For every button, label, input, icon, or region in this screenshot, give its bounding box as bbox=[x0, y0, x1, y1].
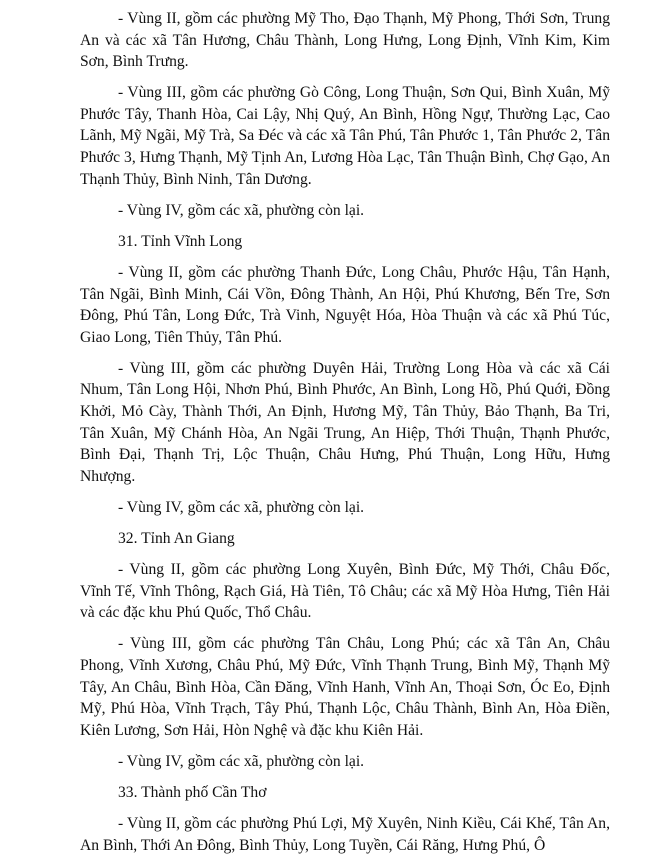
paragraph-region-ii: - Vùng II, gồm các phường Phú Lợi, Mỹ Xuyên, Ninh Kiều, Cái Khế, Tân An, An Bình, Thới An Đông, Bình Thủy, Long Tuyền, Cái Răng, Hưng Phú, Ô bbox=[80, 815, 610, 854]
section-heading: 33. Thành phố Cần Thơ bbox=[118, 783, 267, 801]
paragraph-region-iii: - Vùng III, gồm các phường Tân Châu, Long Phú; các xã Tân An, Châu Phong, Vĩnh Xương, Châu Phú, Mỹ Đức, Vĩnh Thạnh Trung, Bình Mỹ, Thạnh Mỹ Tây, An Châu, Bình Hòa, Cần Đăng, Vĩnh Hanh, Vĩnh An, Thoại Sơn, Óc Eo, Định Mỹ, Phú Hòa, Vĩnh Trạch, Tây Phú, Thạnh Lộc, Châu Thành, Bình An, Hòa Điền, Kiên Lương, Sơn Hải, Hòn Nghệ và đặc khu Kiên Hải. bbox=[80, 635, 610, 739]
section-tien-giang-continued bbox=[80, 8, 610, 221]
paragraph-region-ii: - Vùng II, gồm các phường Mỹ Tho, Đạo Thạnh, Mỹ Phong, Thới Sơn, Trung An và các xã Tân Hương, Châu Thành, Long Hưng, Long Định, Vĩnh Kim, Kim Sơn, Bình Trưng. bbox=[80, 10, 610, 71]
document-page bbox=[80, 8, 610, 866]
section-heading: 31. Tỉnh Vĩnh Long bbox=[118, 232, 243, 250]
paragraph-region-iv: - Vùng IV, gồm các xã, phường còn lại. bbox=[118, 752, 365, 770]
paragraph-region-iv: - Vùng IV, gồm các xã, phường còn lại. bbox=[118, 498, 365, 516]
paragraph-region-ii: - Vùng II, gồm các phường Long Xuyên, Bình Đức, Mỹ Thới, Châu Đốc, Vĩnh Tế, Vĩnh Thông, Rạch Giá, Hà Tiên, Tô Châu; các xã Mỹ Hòa Hưng, Tiên Hải và các đặc khu Phú Quốc, Thổ Châu. bbox=[80, 561, 610, 622]
paragraph-region-iii: - Vùng III, gồm các phường Gò Công, Long Thuận, Sơn Qui, Bình Xuân, Mỹ Phước Tây, Thanh Hòa, Cai Lậy, Nhị Quý, An Bình, Hồng Ngự, Thường Lạc, Cao Lãnh, Mỹ Ngãi, Mỹ Trà, Sa Đéc và các xã Tân Phú, Tân Phước 1, Tân Phước 2, Tân Phước 3, Hưng Thạnh, Mỹ Tịnh An, Lương Hòa Lạc, Tân Thuận Bình, Chợ Gạo, An Thạnh Thủy, Bình Ninh, Tân Dương. bbox=[80, 84, 610, 188]
section-heading: 32. Tỉnh An Giang bbox=[118, 529, 235, 547]
section-vinh-long bbox=[80, 231, 610, 519]
section-can-tho bbox=[80, 782, 610, 856]
paragraph-region-iii: - Vùng III, gồm các phường Duyên Hải, Trường Long Hòa và các xã Cái Nhum, Tân Long Hội, Nhơn Phú, Bình Phước, An Bình, Long Hồ, Phú Quới, Đồng Khởi, Mỏ Cày, Thành Thới, An Định, Hương Mỹ, Tân Thủy, Bảo Thạnh, Ba Tri, Tân Xuân, Mỹ Chánh Hòa, An Ngãi Trung, An Hiệp, Thới Thuận, Thạnh Phước, Bình Đại, Thạnh Trị, Lộc Thuận, Châu Hưng, Phú Thuận, Long Hữu, Hưng Nhượng. bbox=[80, 359, 610, 485]
paragraph-region-iv: - Vùng IV, gồm các xã, phường còn lại. bbox=[118, 201, 365, 219]
section-an-giang bbox=[80, 528, 610, 772]
paragraph-region-ii: - Vùng II, gồm các phường Thanh Đức, Long Châu, Phước Hậu, Tân Hạnh, Tân Ngãi, Bình Minh, Cái Vồn, Đông Thành, An Hội, Phú Khương, Bến Tre, Sơn Đông, Phú Tân, Long Đức, Trà Vinh, Nguyệt Hóa, Hòa Thuận và các xã Phú Túc, Giao Long, Tiên Thủy, Tân Phú. bbox=[80, 263, 610, 346]
